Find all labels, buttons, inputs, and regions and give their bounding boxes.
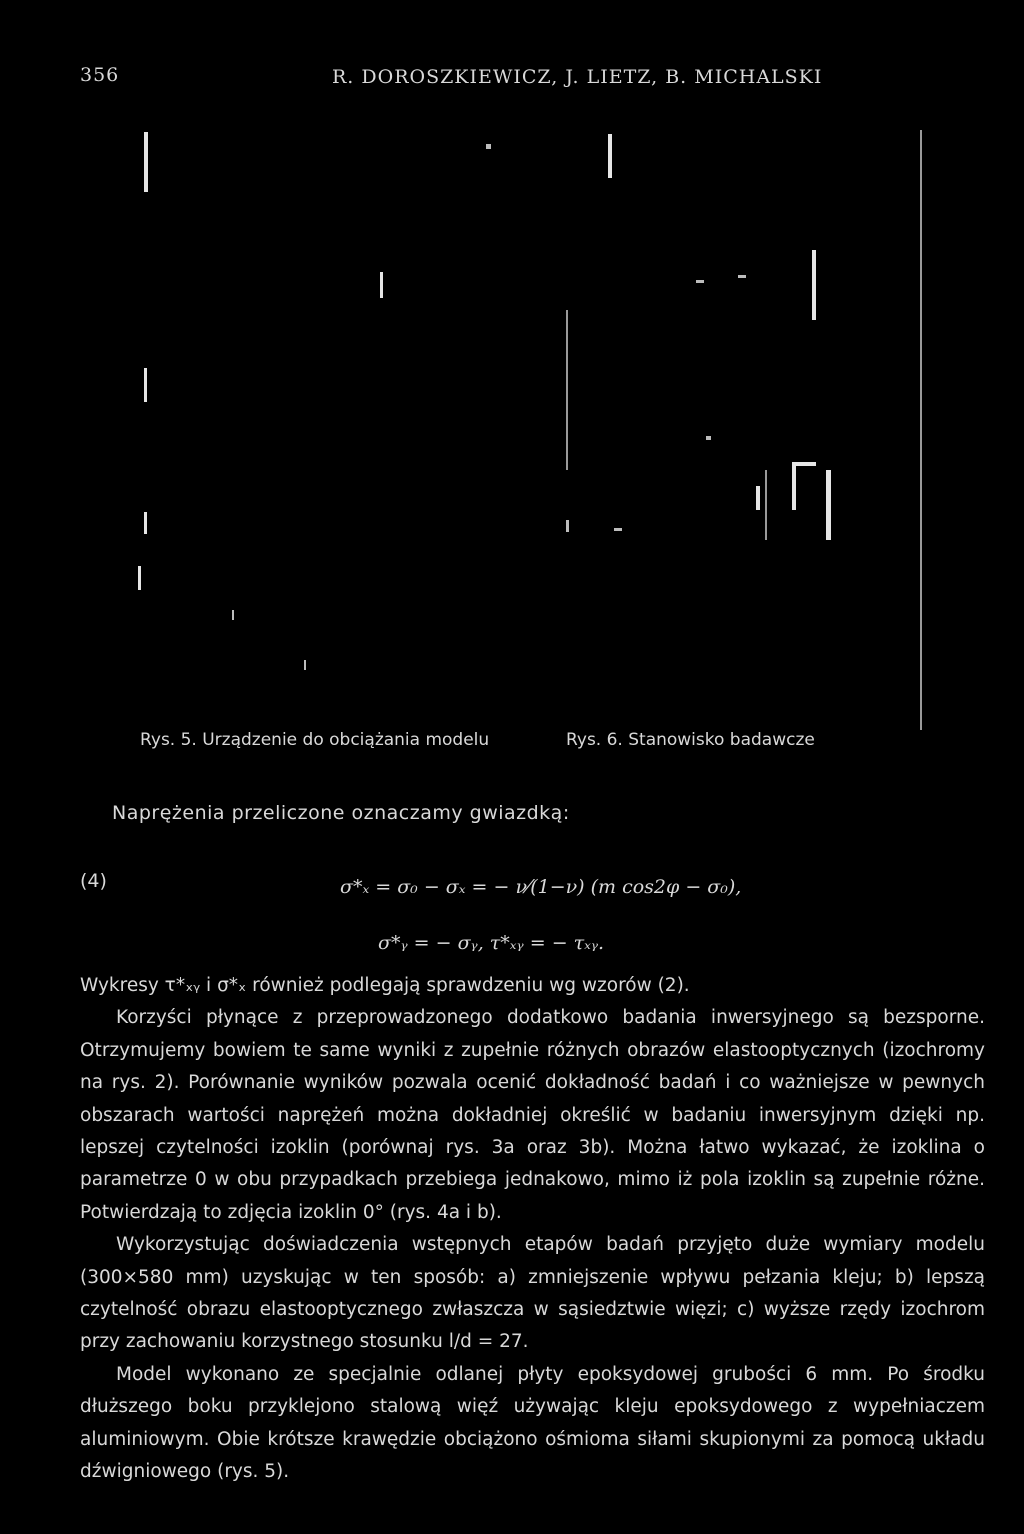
photo-mark	[144, 512, 147, 534]
photo-mark	[566, 520, 569, 532]
paragraph: Wykresy τ*ₓᵧ i σ*ₓ również podlegają sprawdzeniu wg wzorów (2).	[80, 975, 690, 996]
photo-mark	[138, 566, 141, 590]
equation-sigma-x: σ*ₓ = σ₀ − σₓ = − ν⁄(1−ν) (m cos2φ − σ₀),	[340, 876, 742, 898]
photo-mark	[696, 280, 704, 283]
figure-5-caption: Rys. 5. Urządzenie do obciążania modelu	[140, 730, 490, 750]
paragraph: Wykorzystując doświadczenia wstępnych etapów badań przyjęto duże wymiary modelu (300×580 mm) uzyskując w ten sposób: a) zmniejszenie wpływu pełzania kleju; b) lepszą czytelność obrazu elastooptycznego zwłaszcza w sąsiedztwie więzi; c) wyższe rzędy izochrom przy zachowaniu korzystnego stosunku l/d = 27.	[80, 1234, 985, 1353]
photo-mark	[566, 310, 568, 470]
photo-mark	[756, 486, 760, 510]
body-text	[80, 970, 985, 1489]
photo-mark	[920, 130, 922, 730]
figure-6-photo	[560, 120, 940, 720]
figure-6-caption: Rys. 6. Stanowisko badawcze	[566, 730, 815, 750]
figure-5-photo	[130, 120, 490, 720]
photo-mark	[826, 470, 831, 540]
photo-mark	[614, 528, 622, 531]
equation-number: (4)	[80, 870, 107, 892]
photo-mark	[304, 660, 306, 670]
paragraph: Model wykonano ze specjalnie odlanej płyty epoksydowej grubości 6 mm. Po środku dłuższego boku przyklejono stalową więź używając kleju epoksydowego z wypełniaczem aluminiowym. Obie krótsze krawędzie obciążono ośmioma siłami skupionymi za pomocą układu dźwigniowego (rys. 5).	[80, 1363, 985, 1483]
photo-mark	[232, 610, 234, 620]
photo-mark	[765, 470, 767, 540]
photo-mark	[738, 275, 746, 278]
photo-mark	[608, 134, 612, 178]
photo-mark	[486, 144, 491, 149]
paragraph: Korzyści płynące z przeprowadzonego dodatkowo badania inwersyjnego są bezsporne. Otrzymujemy bowiem te same wyniki z zupełnie różnych obrazów elastooptycznych (izochromy na rys. 2). Porównanie wyników pozwala ocenić dokładność badań i co ważniejsze w pewnych obszarach wartości naprężeń można dokładniej określić w badaniu inwersyjnym dzięki np. lepszej czytelności izoklin (porównaj rys. 3a oraz 3b). Można łatwo wykazać, że izoklina o parametrze 0 w obu przypadkach przebiega jednakowo, mimo iż pola izoklin są zupełnie różne. Potwierdzają to zdjęcia izoklin 0° (rys. 4a i b).	[80, 1007, 985, 1223]
lead-sentence: Naprężenia przeliczone oznaczamy gwiazdką:	[112, 802, 570, 824]
photo-mark	[812, 250, 816, 320]
photo-mark	[144, 132, 148, 192]
photo-mark	[144, 368, 147, 402]
running-head: R. DOROSZKIEWICZ, J. LIETZ, B. MICHALSKI	[332, 66, 823, 88]
photo-mark	[380, 272, 383, 298]
equation-sigma-y-tau: σ*ᵧ = − σᵧ, τ*ₓᵧ = − τₓᵧ.	[378, 932, 605, 954]
photo-mark	[792, 462, 796, 510]
photo-mark	[706, 436, 711, 440]
page-number: 356	[80, 64, 120, 86]
